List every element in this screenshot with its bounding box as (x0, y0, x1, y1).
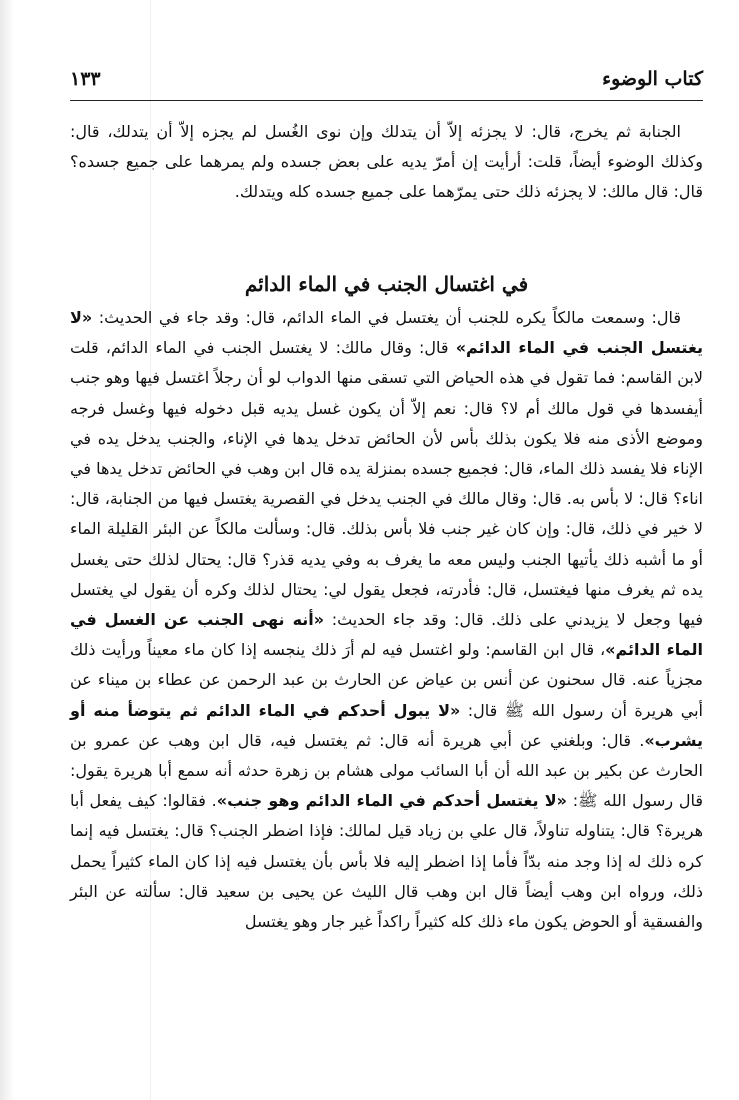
text-segment: ، قال ابن القاسم: ولو اغتسل فيه لم أرَ ذلك ينجسه إذا كان ماء معيناً ورأيت ذلك مجزياً عنه. قال سحنون عن أنس بن عياض عن الحارث بن عبد الرحمن عن عطاء بن ميناء عن أبي هريرة أن رسول الله ﷺ قال: (70, 640, 703, 720)
book-title: كتاب الوضوء (602, 68, 703, 90)
hadith-quote: «لا يبول أحدكم في الماء الدائم ثم يتوضأ منه أو يشرب» (70, 700, 703, 750)
text-segment: قال: وقال مالك: لا يغتسل الجنب في الماء الدائم، قلت لابن القاسم: فما تقول في هذه الحياض التي تسقى منها الدواب لو أن رجلاً اغتسل فيها وهو جنب أيفسدها في قول مالك أم لا؟ قال: نعم إلاّ أن يكون غسل يديه قبل دخوله فيها وغسل فرجه وموضع الأذى منه فلا يكون بذلك بأس لأن الحائض تدخل يدها في الإناء، والجنب يدخل يده في الإناء فلا يفسد ذلك الماء، قال: فجميع جسده بمنزلة يده قال ابن وهب في الحائض تدخل يدها في اناء؟ قال: لا بأس به. قال: وقال مالك في الجنب يدخل في القصرية يغتسل فيها من الجنابة، قال: لا خير في ذلك، قال: وإن كان غير جنب فلا بأس بذلك. قال: وسألت مالكاً عن البئر القليلة الماء أو ما أشبه ذلك يأتيها الجنب وليس معه ما يغرف به وفي يديه قذر؟ قال: يحتال لذلك حتى يغسل يده ثم يغرف منها فيغتسل، قال: فأدرته، فجعل يقول لي: يحتال لذلك وكره أن يقول لي يغتسل فيها وجعل لا يزيدني على ذلك. قال: وقد جاء الحديث: (70, 338, 703, 630)
text-segment: قال: وسمعت مالكاً يكره للجنب أن يغتسل في الماء الدائم، قال: وقد جاء في الحديث: (92, 308, 681, 327)
page-fold-shadow (0, 0, 14, 1100)
hadith-quote: «لا يغتسل أحدكم في الماء الدائم وهو جنب» (216, 791, 567, 811)
text-segment: . قال: وبلغني عن أبي هريرة أنه قال: ثم يغتسل فيه، قال ابن وهب عن عمرو بن الحارث عن بكير بن عبد الله أن أبا السائب مولى هشام بن زهرة حدثه أنه سمع أبا هريرة يقول: قال رسول الله ﷺ: (70, 730, 704, 811)
text-segment: . فقالوا: كيف يفعل أبا هريرة؟ قال: يتناوله تناولاً، قال علي بن زياد قيل لمالك: فإذا اضطر الجنب؟ قال: يغتسل فيه إنما كره ذلك له إذا وجد منه بدّاً فأما إذا اضطر إليه فلا بأس بأن يغتسل فيه إذا كان الماء كثيراً يحمل ذلك، ورواه ابن وهب أيضاً قال ابن وهب قال الليث عن يحيى بن سعيد قال: سألته عن البئر والفسقية أو الحوض يكون ماء ذلك كله كثيراً راكداً غير جار وهو يغتسل (70, 791, 703, 932)
intro-paragraph (70, 117, 703, 207)
section-text (70, 303, 703, 937)
running-header (70, 62, 703, 96)
page-number: ١٣٣ (70, 68, 101, 90)
hadith-quote: «لا يغتسل الجنب في الماء الدائم» (70, 308, 703, 358)
section-heading: في اغتسال الجنب في الماء الدائم (244, 272, 529, 296)
section-paragraph (70, 303, 703, 937)
header-rule (70, 100, 703, 101)
hadith-quote: «أنه نهى الجنب عن الغسل في الماء الدائم» (70, 610, 704, 660)
intro-text: الجنابة ثم يخرج، قال: لا يجزئه إلاّ أن يتدلك وإن نوى الغُسل لم يجزه إلاّ أن يتدلك، قال: وكذلك الوضوء أيضاً، قلت: أرأيت إن أمرّ يديه على بعض جسده ولم يمرهما على جميع جسده؟ قال: قال مالك: لا يجزئه ذلك حتى يمرّهما على جميع جسده كله ويتدلك. (70, 122, 703, 201)
